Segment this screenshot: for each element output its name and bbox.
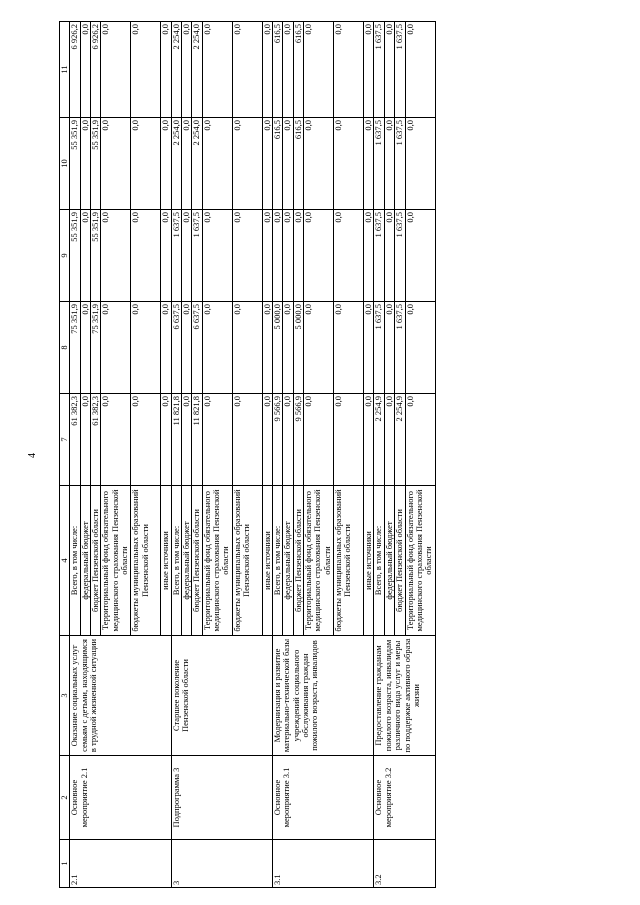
header-cell: 10 xyxy=(60,118,70,210)
value-cell: 0,0 xyxy=(101,394,131,486)
value-cell: 0,0 xyxy=(232,22,262,118)
value-cell: 6 926,2 xyxy=(70,22,80,118)
value-cell: 0,0 xyxy=(384,118,394,210)
value-cell: 0,0 xyxy=(80,394,90,486)
value-cell: 0,0 xyxy=(80,302,90,394)
value-cell: 2 254,9 xyxy=(374,394,384,486)
value-cell: 2 254,0 xyxy=(171,118,181,210)
value-cell: 0,0 xyxy=(262,210,272,302)
value-cell: 61 382,3 xyxy=(70,394,80,486)
value-cell: 0,0 xyxy=(80,22,90,118)
value-cell: 0,0 xyxy=(293,210,303,302)
header-cell: 11 xyxy=(60,22,70,118)
value-cell: 0,0 xyxy=(131,22,161,118)
block-number: 2.1 xyxy=(70,840,171,888)
value-cell: 0,0 xyxy=(334,210,364,302)
value-cell: 0,0 xyxy=(283,302,293,394)
value-cell: 0,0 xyxy=(405,394,435,486)
table-row xyxy=(273,22,283,888)
value-cell: 11 821,8 xyxy=(171,394,181,486)
value-cell: 0,0 xyxy=(161,118,171,210)
table-row xyxy=(70,22,80,888)
value-cell: 0,0 xyxy=(182,22,192,118)
value-cell: 9 566,9 xyxy=(273,394,283,486)
header-cell: 2 xyxy=(60,756,70,840)
value-cell: 616,5 xyxy=(273,22,283,118)
header-row xyxy=(60,22,70,888)
value-cell: 0,0 xyxy=(202,302,232,394)
value-cell: 5 000,0 xyxy=(293,302,303,394)
value-cell: 0,0 xyxy=(334,118,364,210)
value-cell: 0,0 xyxy=(182,302,192,394)
value-cell: 0,0 xyxy=(131,394,161,486)
value-cell: 0,0 xyxy=(405,22,435,118)
value-cell: 0,0 xyxy=(101,22,131,118)
block-title: Старшее поколение Пензенской области xyxy=(171,636,272,756)
value-cell: 1 637,5 xyxy=(171,210,181,302)
value-cell: 55 351,9 xyxy=(91,210,101,302)
value-cell: 0,0 xyxy=(384,210,394,302)
value-cell: 5 000,0 xyxy=(273,302,283,394)
value-cell: 55 351,9 xyxy=(70,210,80,302)
value-cell: 1 637,5 xyxy=(374,118,384,210)
source-label: Всего, в том числе: xyxy=(374,486,384,636)
value-cell: 0,0 xyxy=(182,118,192,210)
value-cell: 1 637,5 xyxy=(374,302,384,394)
table-area xyxy=(59,22,575,888)
value-cell: 1 637,5 xyxy=(192,210,202,302)
value-cell: 75 351,9 xyxy=(91,302,101,394)
source-label: федеральный бюджет xyxy=(283,486,293,636)
source-label: бюджет Пензенской области xyxy=(395,486,405,636)
block-title: Предоставление гражданам пожилого возраста, инвалидам различного вида услуг и меры по поддержке активного образа жизни xyxy=(374,636,435,756)
value-cell: 0,0 xyxy=(161,22,171,118)
value-cell: 0,0 xyxy=(364,22,374,118)
value-cell: 0,0 xyxy=(80,118,90,210)
value-cell: 0,0 xyxy=(202,210,232,302)
value-cell: 0,0 xyxy=(304,22,334,118)
value-cell: 0,0 xyxy=(232,302,262,394)
value-cell: 55 351,9 xyxy=(70,118,80,210)
block-title: Оказание социальных услуг семьям с детьми, находящимся в трудной жизненной ситуации xyxy=(70,636,171,756)
value-cell: 0,0 xyxy=(161,210,171,302)
header-cell: 9 xyxy=(60,210,70,302)
value-cell: 2 254,0 xyxy=(171,22,181,118)
value-cell: 0,0 xyxy=(364,394,374,486)
value-cell: 1 637,5 xyxy=(395,22,405,118)
source-label: бюджет Пензенской области xyxy=(293,486,303,636)
source-label: Территориальный фонд обязательного медицинского страхования Пензенской области xyxy=(202,486,232,636)
value-cell: 6 637,5 xyxy=(192,302,202,394)
source-label: иные источники xyxy=(364,486,374,636)
source-label: бюджет Пензенской области xyxy=(91,486,101,636)
value-cell: 75 351,9 xyxy=(70,302,80,394)
block-kind: Основное мероприятие 2.1 xyxy=(70,756,171,840)
value-cell: 0,0 xyxy=(131,302,161,394)
value-cell: 0,0 xyxy=(262,22,272,118)
value-cell: 0,0 xyxy=(405,302,435,394)
value-cell: 0,0 xyxy=(384,302,394,394)
source-label: Территориальный фонд обязательного медицинского страхования Пензенской области xyxy=(101,486,131,636)
block-kind: Основное мероприятие 3.2 xyxy=(374,756,435,840)
source-label: бюджет Пензенской области xyxy=(192,486,202,636)
value-cell: 0,0 xyxy=(364,118,374,210)
value-cell: 0,0 xyxy=(161,302,171,394)
header-cell: 8 xyxy=(60,302,70,394)
value-cell: 0,0 xyxy=(283,210,293,302)
block-number: 3 xyxy=(171,840,272,888)
source-label: Всего, в том числе: xyxy=(70,486,80,636)
source-label: Всего, в том числе: xyxy=(171,486,181,636)
value-cell: 0,0 xyxy=(232,394,262,486)
value-cell: 0,0 xyxy=(334,394,364,486)
value-cell: 0,0 xyxy=(384,22,394,118)
source-label: бюджеты муниципальных образований Пензенской области xyxy=(131,486,161,636)
value-cell: 0,0 xyxy=(384,394,394,486)
value-cell: 0,0 xyxy=(202,118,232,210)
block-title: Модернизация и развитие материально-технической базы учреждений социального обслуживания граждан пожилого возраста, инвалидов xyxy=(273,636,374,756)
value-cell: 0,0 xyxy=(334,22,364,118)
block-number: 3.2 xyxy=(374,840,435,888)
value-cell: 0,0 xyxy=(262,118,272,210)
value-cell: 6 637,5 xyxy=(171,302,181,394)
value-cell: 0,0 xyxy=(364,302,374,394)
value-cell: 0,0 xyxy=(304,302,334,394)
value-cell: 0,0 xyxy=(161,394,171,486)
value-cell: 2 254,9 xyxy=(395,394,405,486)
value-cell: 0,0 xyxy=(405,210,435,302)
value-cell: 0,0 xyxy=(182,394,192,486)
value-cell: 0,0 xyxy=(202,394,232,486)
value-cell: 0,0 xyxy=(304,210,334,302)
source-label: иные источники xyxy=(262,486,272,636)
value-cell: 0,0 xyxy=(232,118,262,210)
value-cell: 1 637,5 xyxy=(374,210,384,302)
header-cell: 3 xyxy=(60,636,70,756)
budget-table xyxy=(59,21,436,888)
value-cell: 11 821,8 xyxy=(192,394,202,486)
value-cell: 0,0 xyxy=(131,210,161,302)
value-cell: 0,0 xyxy=(405,118,435,210)
value-cell: 0,0 xyxy=(304,118,334,210)
value-cell: 0,0 xyxy=(283,22,293,118)
source-label: иные источники xyxy=(161,486,171,636)
page-number: 4 xyxy=(27,453,38,458)
source-label: бюджеты муниципальных образований Пензенской области xyxy=(232,486,262,636)
header-cell: 7 xyxy=(60,394,70,486)
value-cell: 0,0 xyxy=(101,302,131,394)
header-cell: 4 xyxy=(60,486,70,636)
value-cell: 9 566,9 xyxy=(293,394,303,486)
value-cell: 0,0 xyxy=(262,302,272,394)
table-row xyxy=(374,22,384,888)
value-cell: 0,0 xyxy=(283,394,293,486)
value-cell: 1 637,5 xyxy=(395,302,405,394)
block-kind: Подпрограмма 3 xyxy=(171,756,272,840)
block-number: 3.1 xyxy=(273,840,374,888)
source-label: федеральный бюджет xyxy=(182,486,192,636)
value-cell: 0,0 xyxy=(334,302,364,394)
table-row xyxy=(171,22,181,888)
value-cell: 0,0 xyxy=(101,210,131,302)
value-cell: 0,0 xyxy=(304,394,334,486)
source-label: Территориальный фонд обязательного медицинского страхования Пензенской области xyxy=(405,486,435,636)
value-cell: 61 382,3 xyxy=(91,394,101,486)
value-cell: 2 254,0 xyxy=(192,118,202,210)
source-label: федеральный бюджет xyxy=(384,486,394,636)
value-cell: 616,5 xyxy=(273,118,283,210)
value-cell: 616,5 xyxy=(293,118,303,210)
source-label: бюджеты муниципальных образований Пензенской области xyxy=(334,486,364,636)
block-kind: Основное мероприятие 3.1 xyxy=(273,756,374,840)
value-cell: 0,0 xyxy=(364,210,374,302)
header-cell: 1 xyxy=(60,840,70,888)
value-cell: 55 351,9 xyxy=(91,118,101,210)
value-cell: 0,0 xyxy=(101,118,131,210)
source-label: Всего, в том числе: xyxy=(273,486,283,636)
source-label: федеральный бюджет xyxy=(80,486,90,636)
value-cell: 1 637,5 xyxy=(374,22,384,118)
value-cell: 0,0 xyxy=(273,210,283,302)
value-cell: 1 637,5 xyxy=(395,210,405,302)
value-cell: 616,5 xyxy=(293,22,303,118)
value-cell: 0,0 xyxy=(80,210,90,302)
value-cell: 1 637,5 xyxy=(395,118,405,210)
value-cell: 2 254,0 xyxy=(192,22,202,118)
value-cell: 0,0 xyxy=(283,118,293,210)
value-cell: 0,0 xyxy=(182,210,192,302)
value-cell: 0,0 xyxy=(131,118,161,210)
source-label: Территориальный фонд обязательного медицинского страхования Пензенской области xyxy=(304,486,334,636)
value-cell: 0,0 xyxy=(232,210,262,302)
value-cell: 0,0 xyxy=(202,22,232,118)
value-cell: 6 926,2 xyxy=(91,22,101,118)
value-cell: 0,0 xyxy=(262,394,272,486)
